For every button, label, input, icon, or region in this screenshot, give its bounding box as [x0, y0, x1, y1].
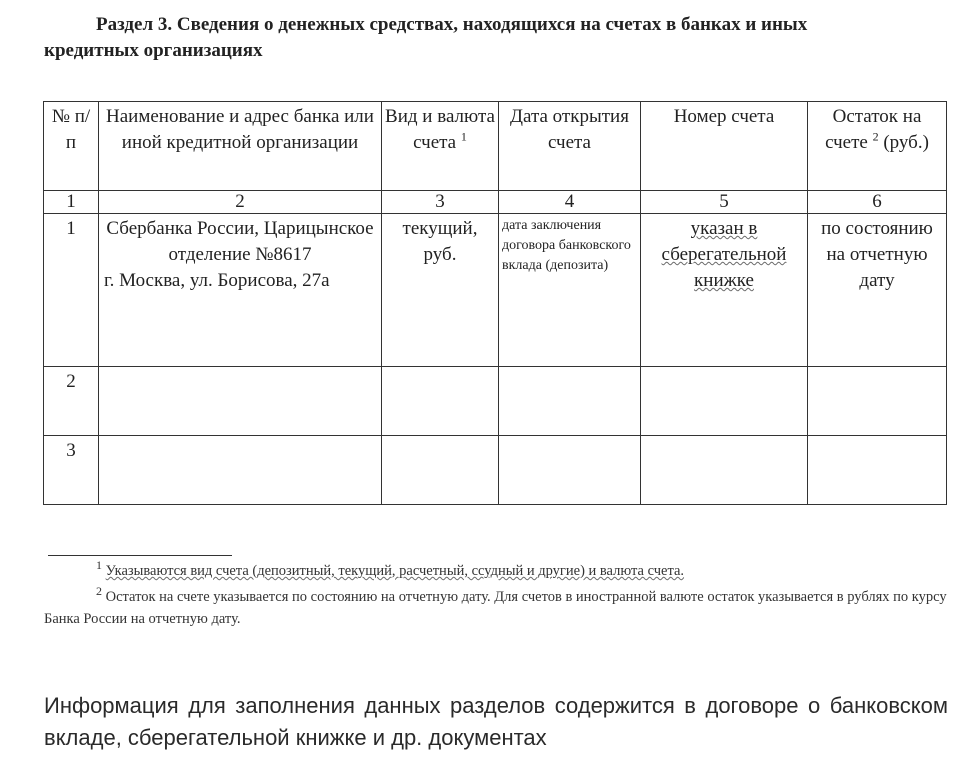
bank-address: г. Москва, ул. Борисова, 27а — [104, 270, 330, 291]
empty-cell — [808, 367, 947, 436]
column-number: 1 — [44, 191, 99, 214]
footnote-ref-2: 2 — [872, 129, 879, 144]
footnote-2 — [44, 586, 948, 630]
empty-cell — [641, 436, 808, 505]
header-bank: Наименование и адрес банка или иной кредитной организации — [99, 102, 382, 191]
empty-cell — [499, 367, 641, 436]
footnote-1 — [44, 560, 948, 582]
empty-cell — [99, 436, 382, 505]
empty-cell — [382, 436, 499, 505]
bank-accounts-table — [43, 101, 947, 505]
column-number: 3 — [382, 191, 499, 214]
info-note: Информация для заполнения данных разделов содержится в договоре о банковском вкладе, сберегательной книжке и др. документах — [44, 693, 948, 750]
open-date-text: дата заключения договора банковского вклада (депозита) — [502, 218, 631, 273]
column-number: 5 — [641, 191, 808, 214]
header-account-number: Номер счета — [641, 102, 808, 191]
footnote-1-text: Указываются вид счета (депозитный, текущий, расчетный, ссудный и другие) и валюта счета. — [105, 563, 685, 579]
table-header-row — [44, 102, 947, 191]
empty-cell — [99, 367, 382, 436]
footnote-2-text: Остаток на счете указывается по состоянию на отчетную дату. Для счетов в иностранной валюте остаток указывается в рублях по курсу Банка России на отчетную дату. — [44, 589, 947, 627]
row-num-cell: 3 — [44, 436, 99, 505]
table-row — [44, 367, 947, 436]
empty-cell — [641, 367, 808, 436]
footnote-ref-1: 1 — [460, 129, 467, 144]
account-type-cell: текущий, руб. — [382, 214, 499, 367]
open-date-cell — [499, 214, 641, 367]
bank-name: Сбербанка России, Царицынское отделение №8617 — [106, 218, 374, 265]
header-balance: Остаток на счете $^2$ (руб.) — [808, 102, 947, 191]
section-heading — [44, 12, 944, 64]
empty-cell — [808, 436, 947, 505]
table-row — [44, 214, 947, 367]
footnote-divider — [48, 555, 232, 556]
balance-cell: по состоянию на отчетную дату — [808, 214, 947, 367]
row-num-cell: 1 — [44, 214, 99, 367]
empty-cell — [382, 367, 499, 436]
account-number-text: указан в сберегательной книжке — [661, 218, 787, 291]
column-number: 2 — [99, 191, 382, 214]
footnote-mark-2: 2 — [96, 584, 102, 599]
bank-cell — [99, 214, 382, 367]
column-number: 4 — [499, 191, 641, 214]
section-heading-line-1: Раздел 3. Сведения о денежных средствах, находящихся на счетах в банках и иных — [96, 14, 808, 35]
table-row — [44, 436, 947, 505]
column-numbering-row — [44, 191, 947, 214]
empty-cell — [499, 436, 641, 505]
account-number-cell — [641, 214, 808, 367]
header-open-date: Дата открытия счета — [499, 102, 641, 191]
section-heading-line-2: кредитных организациях — [44, 40, 263, 61]
footnote-mark-1: 1 — [96, 558, 102, 573]
column-number: 6 — [808, 191, 947, 214]
header-num: № п/п — [44, 102, 99, 191]
header-account-type: Вид и валюта счета $^1$ — [382, 102, 499, 191]
row-num-cell: 2 — [44, 367, 99, 436]
